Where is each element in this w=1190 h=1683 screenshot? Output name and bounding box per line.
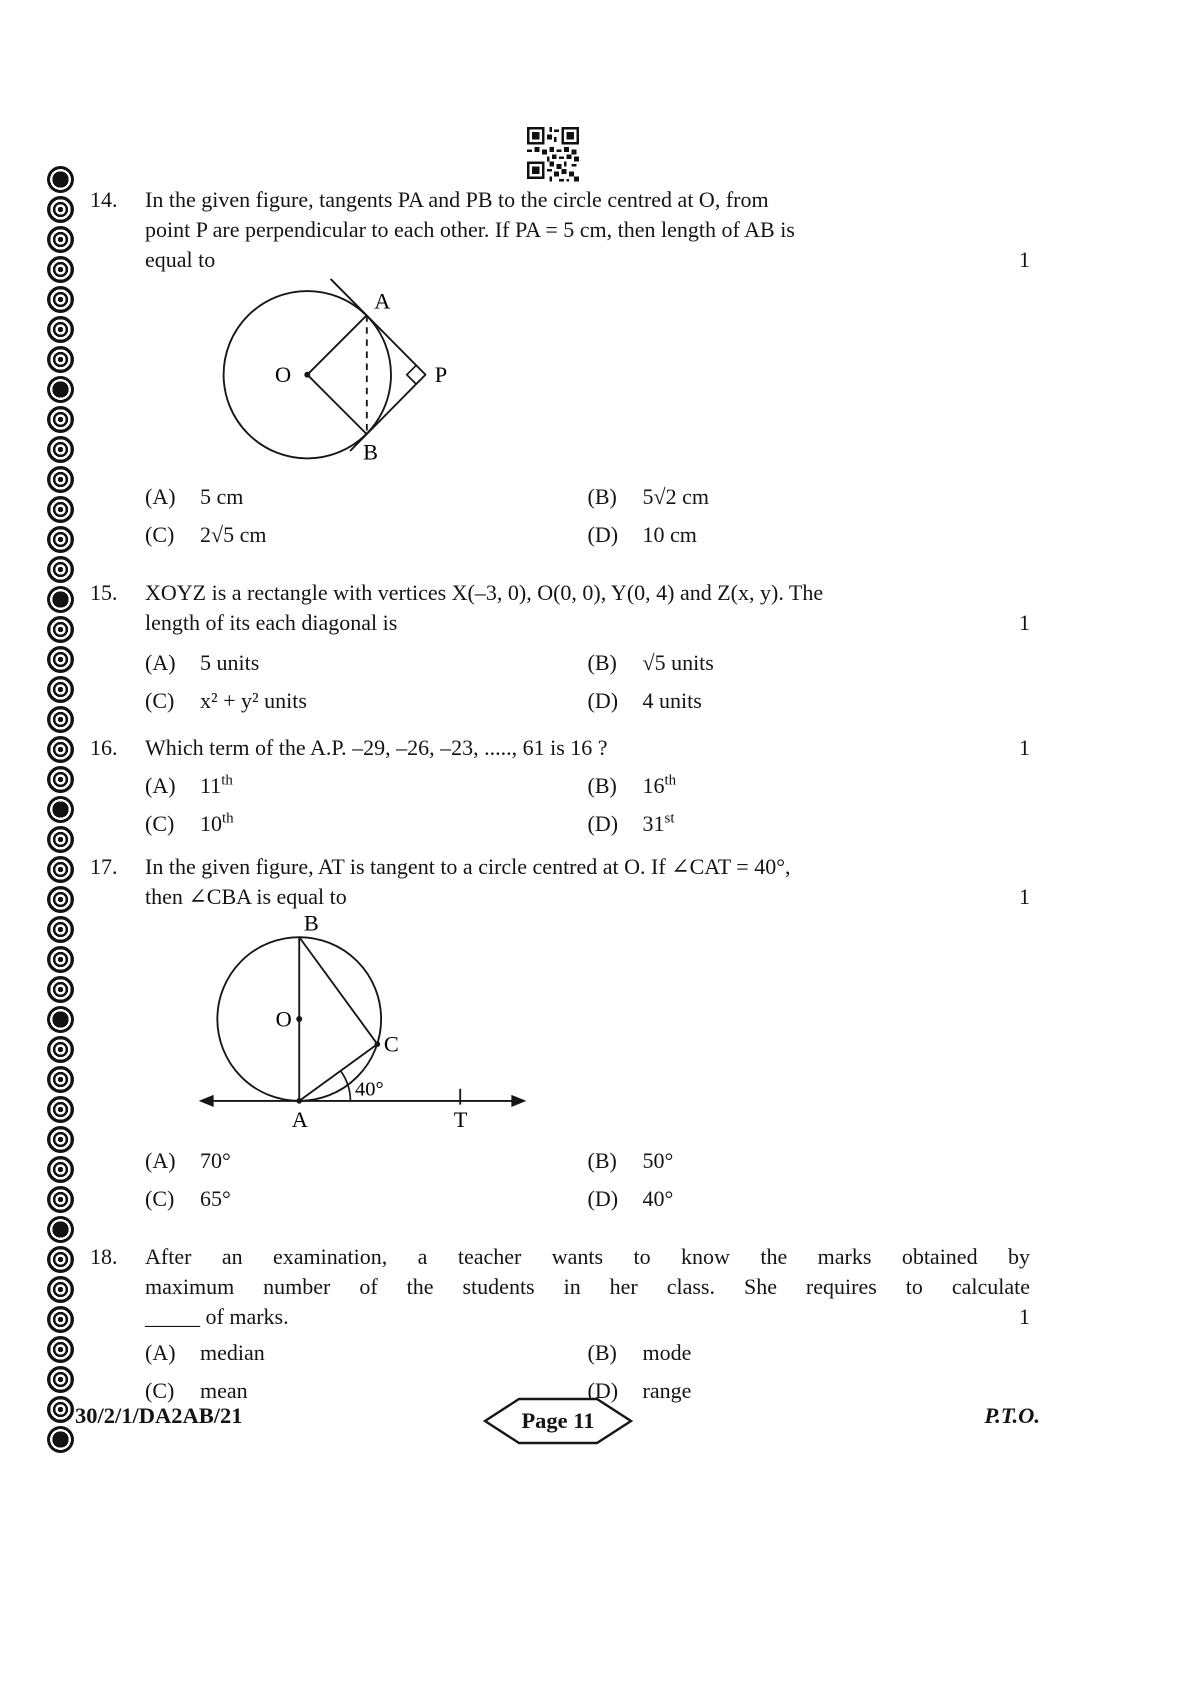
option-label: (B): [587, 1148, 617, 1173]
option-text: √5 units: [642, 650, 714, 675]
figure-label-C: C: [383, 1031, 399, 1057]
option-label: (B): [587, 1340, 617, 1365]
paper-code: 30/2/1/DA2AB/21: [75, 1403, 243, 1428]
question-number: 18.: [90, 1244, 118, 1269]
question-text-line: equal to: [145, 247, 216, 272]
option-c: [145, 520, 588, 550]
option-label: (B): [587, 773, 617, 798]
option-b: [588, 771, 1031, 801]
question-16: [0, 733, 1190, 847]
figure-angle-label: 40°: [355, 1078, 384, 1101]
marks-badge: 1: [1019, 247, 1030, 272]
option-text: 4 units: [642, 688, 702, 713]
option-text: 65°: [200, 1186, 231, 1211]
question-stem: [145, 185, 1030, 275]
marks-badge: 1: [1019, 735, 1030, 760]
marks-badge: 1: [1019, 884, 1030, 909]
option-label: (C): [145, 1378, 175, 1403]
option-label: (C): [145, 1186, 175, 1211]
marks-badge: 1: [1019, 610, 1030, 635]
option-text: 5√2 cm: [642, 484, 709, 509]
question-stem: [145, 1242, 1030, 1332]
option-d: [588, 809, 1031, 839]
option-text: 31st: [642, 810, 675, 836]
question-number: 17.: [90, 854, 118, 879]
option-a: [145, 482, 588, 512]
question-text-line: XOYZ is a rectangle with vertices X(–3, 0), O(0, 0), Y(0, 4) and Z(x, y). The: [145, 580, 824, 605]
option-label: (C): [145, 688, 175, 713]
option-label: (D): [587, 522, 619, 547]
question-18: [0, 1242, 1190, 1414]
option-c: [145, 809, 588, 839]
figure-label-O: O: [275, 1006, 292, 1032]
option-text: x² + y² units: [200, 688, 307, 713]
option-text: median: [200, 1340, 265, 1365]
figure-label-A: A: [291, 1106, 308, 1132]
question-number: 15.: [90, 580, 118, 605]
question-17: [0, 852, 1190, 1222]
question-stem: [145, 578, 1030, 638]
option-label: (A): [145, 650, 176, 675]
figure-q17-tangent-circle: [195, 912, 530, 1140]
option-d: [588, 520, 1031, 550]
figure-label-T: T: [453, 1106, 468, 1132]
question-text-line: After an examination, a teacher wants to know the marks obtained by: [145, 1244, 1030, 1269]
option-label: (A): [145, 1340, 176, 1365]
option-b: [588, 482, 1031, 512]
option-label: (B): [587, 650, 617, 675]
question-14: [0, 185, 1190, 558]
option-label: (C): [145, 811, 175, 836]
figure-label-B: B: [303, 912, 319, 936]
question-number: 14.: [90, 187, 118, 212]
option-b: [588, 648, 1031, 678]
option-b: [588, 1146, 1031, 1176]
option-d: [588, 1184, 1031, 1214]
question-text-line: then ∠CBA is equal to: [145, 884, 347, 909]
option-text: 2√5 cm: [200, 522, 267, 547]
option-c: [145, 686, 588, 716]
question-text-line: point P are perpendicular to each other. If PA = 5 cm, then length of AB is: [145, 217, 795, 242]
page-badge: [482, 1396, 634, 1446]
option-label: (A): [145, 484, 176, 509]
option-label: (D): [587, 811, 619, 836]
question-text-line: _____ of marks.: [145, 1304, 289, 1329]
option-a: [145, 1338, 588, 1368]
options-q17: [145, 1146, 1030, 1214]
option-a: [145, 648, 588, 678]
option-text: mean: [200, 1378, 248, 1403]
option-a: [145, 771, 588, 801]
option-text: range: [642, 1378, 692, 1403]
option-text: 5 units: [200, 650, 260, 675]
figure-q14-tangent-circle: [205, 275, 484, 480]
option-a: [145, 1146, 588, 1176]
option-label: (D): [587, 1186, 619, 1211]
question-15: [0, 578, 1190, 724]
options-q14: [145, 482, 1030, 550]
question-text-line: Which term of the A.P. –29, –26, –23, ....., 61 is 16 ?: [145, 735, 608, 760]
option-text: 16th: [642, 772, 677, 798]
option-text: 70°: [200, 1148, 231, 1173]
figure-label-P: P: [434, 362, 448, 388]
figure-label-B: B: [363, 439, 378, 465]
question-text-line: In the given figure, AT is tangent to a circle centred at O. If ∠CAT = 40°,: [145, 854, 791, 879]
options-q16: [145, 771, 1030, 839]
qr-code: [527, 127, 579, 184]
question-text-line: maximum number of the students in her class. She requires to calculate: [145, 1274, 1030, 1299]
pto-label: P.T.O.: [984, 1403, 1040, 1428]
question-text-line: length of its each diagonal is: [145, 610, 398, 635]
option-text: mode: [642, 1340, 692, 1365]
figure-label-A: A: [374, 288, 391, 314]
option-label: (A): [145, 773, 176, 798]
option-c: [145, 1184, 588, 1214]
option-b: [588, 1338, 1031, 1368]
option-text: 10th: [200, 810, 234, 836]
option-d: [588, 686, 1031, 716]
question-number: 16.: [90, 735, 118, 760]
option-text: 5 cm: [200, 484, 244, 509]
figure-label-O: O: [275, 362, 292, 388]
option-label: (C): [145, 522, 175, 547]
option-text: 11th: [200, 772, 233, 798]
page-label: Page 11: [521, 1408, 595, 1433]
binding-circle: [47, 1426, 74, 1453]
option-text: 50°: [642, 1148, 674, 1173]
options-q15: [145, 648, 1030, 716]
option-label: (A): [145, 1148, 176, 1173]
question-stem: [145, 733, 1030, 763]
option-d: [588, 1376, 1031, 1406]
option-label: (D): [587, 1378, 619, 1403]
option-text: 40°: [642, 1186, 674, 1211]
marks-badge: 1: [1019, 1304, 1030, 1329]
question-text-line: In the given figure, tangents PA and PB to the circle centred at O, from: [145, 187, 769, 212]
option-label: (D): [587, 688, 619, 713]
option-text: 10 cm: [642, 522, 697, 547]
option-label: (B): [587, 484, 617, 509]
question-stem: [145, 852, 1030, 912]
